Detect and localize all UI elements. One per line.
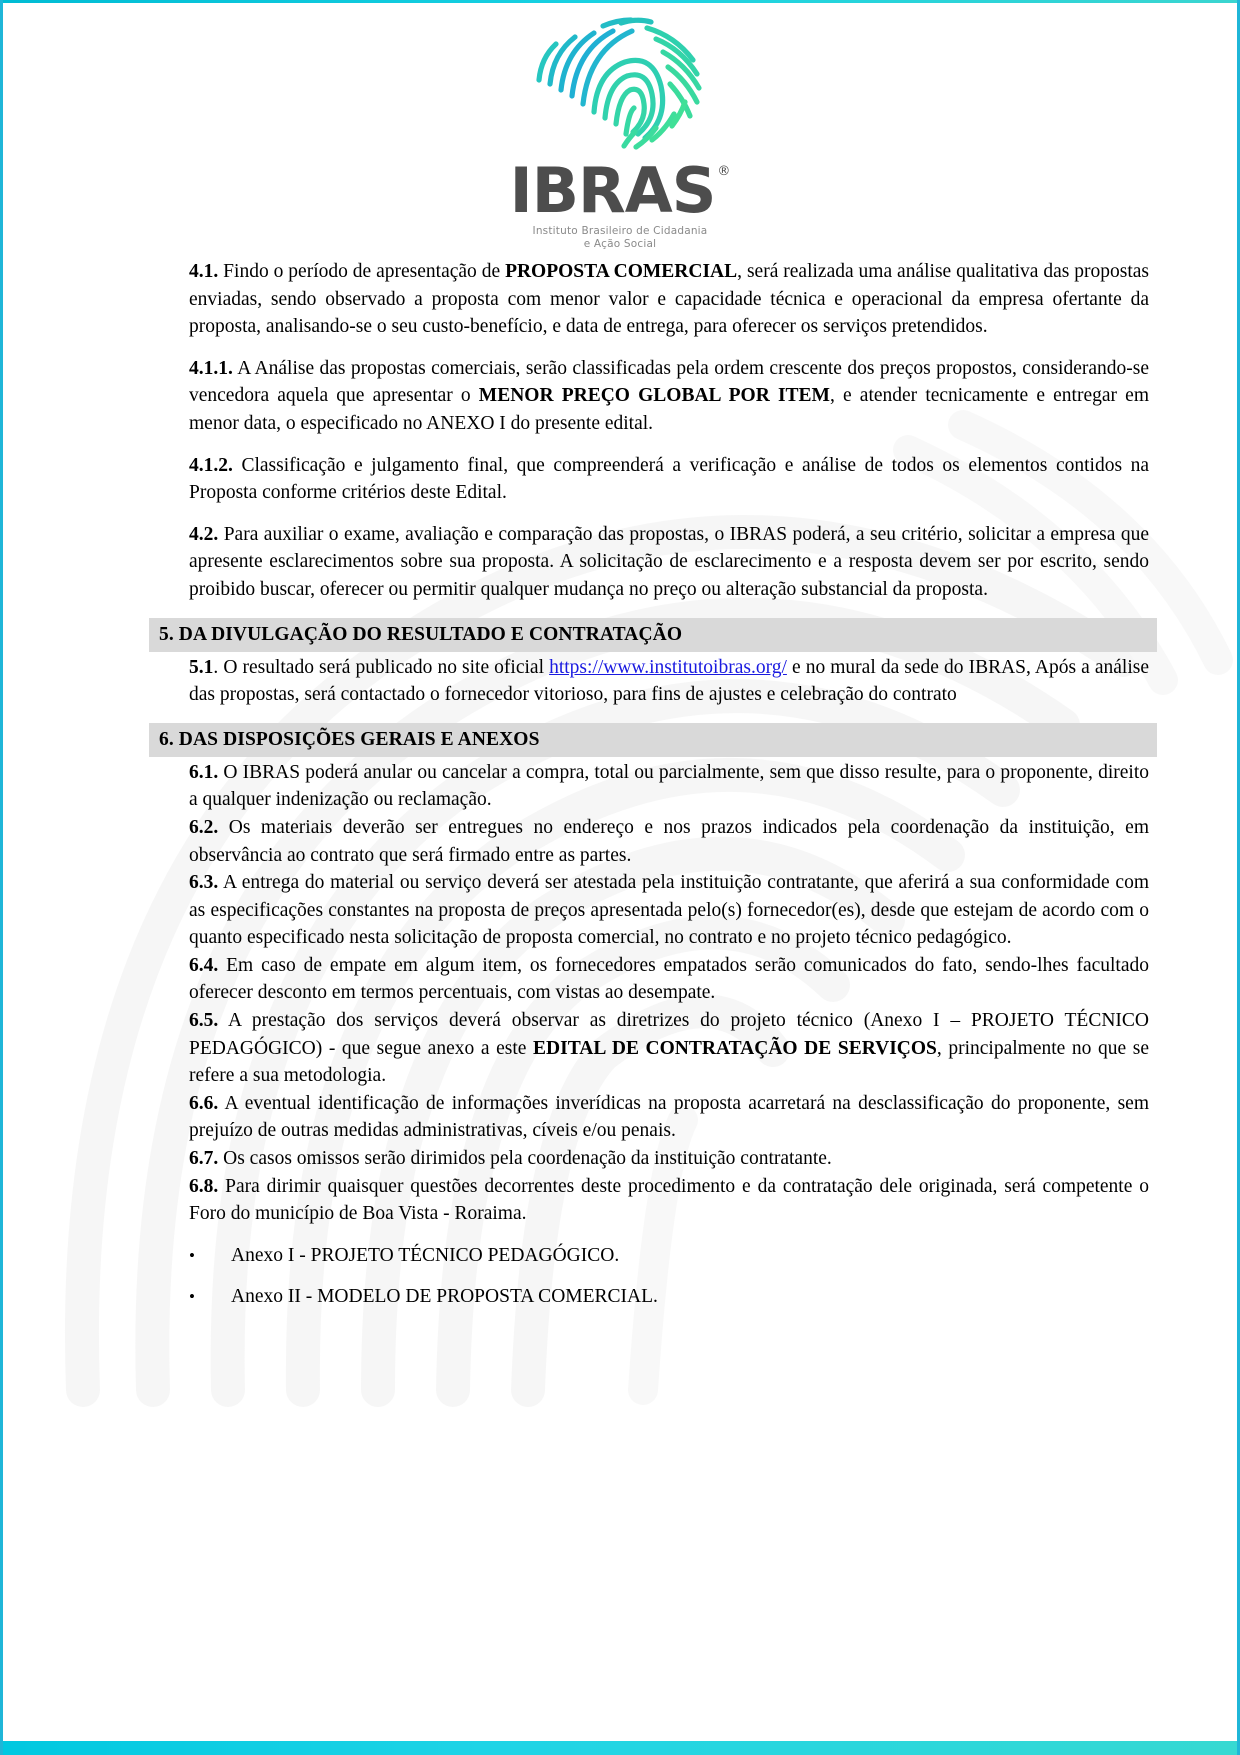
clause-number-5-1: 5.1 [189,656,214,678]
annex-list-item [3,1283,1237,1311]
logo-tagline [533,225,708,251]
clause-text-6-2: Os materiais deverão ser entregues no endereço e nos prazos indicados pela coordenação da instituição, em observância ao contrato que será firmado entre as partes. [189,816,1149,866]
page-bottom-accent-bar [3,1741,1237,1755]
clause-text-6-5-a: A prestação dos serviços deverá observar as diretrizes do projeto técnico (Anexo I – PROJETO TÉCNICO PEDAGÓGICO) - que segue anexo a este [189,1010,1149,1059]
ibras-logo [3,14,1237,251]
annex-item-label-2: Anexo II - MODELO DE PROPOSTA COMERCIAL. [231,1286,658,1308]
logo-tagline-line2: e Ação Social [583,238,657,251]
clause-text-4-1-2: Classificação e julgamento final, que compreenderá a verificação e análise de todos os elementos contidos na Proposta conforme critérios deste Edital. [189,454,1149,504]
spacer [3,507,1237,521]
clause-text-6-4: Em caso de empate em algum item, os fornecedores empatados serão comunicados do fato, sendo-lhes facultado oferecer desconto em termos percentuais, com vistas ao desempate. [189,954,1149,1004]
section-heading-6: 6. DAS DISPOSIÇÕES GERAIS E ANEXOS [149,723,1157,757]
registered-trademark-icon: ® [717,164,731,179]
clause-text-4-1-1-a: A Análise das propostas comerciais, serão classificadas pela ordem crescente dos preços propostos, considerando-se vencedora aquela que apresentar o [189,357,1149,407]
paragraph-5-1 [3,654,1237,709]
logo-tagline-line1: Instituto Brasileiro de Cidadania [532,225,708,237]
paragraph-4-1-1 [3,355,1237,438]
clause-text-6-8: Para dirimir quaisquer questões decorrentes deste procedimento e da contratação dele originada, será competente o Foro do município de Boa Vista - Roraima. [189,1175,1149,1225]
spacer [3,1269,1237,1283]
paragraph-6-8 [3,1173,1237,1228]
paragraph-6-4 [3,952,1237,1007]
clause-text-4-1-1-c: , e atender tecnicamente e entregar em menor data, o especificado no ANEXO I do presente edital. [189,385,1149,434]
clause-number-6-2: 6.2. [189,816,219,838]
paragraph-6-6 [3,1090,1237,1145]
logo-wordmark: IBRAS [509,154,716,227]
clause-text-4-1-c: , será realizada uma análise qualitativa das propostas enviadas, sendo observado a proposta com menor valor e capacidade técnica e operacional da empresa ofertante da proposta, analisando-se o seu custo-benefício, e data de entrega, para oferecer os serviços pretendidos. [189,261,1150,338]
clause-text-6-3: A entrega do material ou serviço deverá ser atestada pela instituição contratante, que aferirá a sua conformidade com as especificações constantes na proposta de preços apresentada pelo(s) fornecedor(es), desde que estejam de acordo com o quanto especificado nesta solicitação de proposta comercial, no contrato e no projeto técnico pedagógico. [189,872,1149,949]
clause-text-6-1: O IBRAS poderá anular ou cancelar a compra, total ou parcialmente, sem que disso resulte, para o proponente, direito a qualquer indenização ou reclamação. [189,761,1149,811]
clause-number-4-1: 4.1. [189,261,219,282]
clause-number-4-1-1: 4.1.1. [189,357,233,379]
clause-text-5-1-c: e no mural da sede do IBRAS, Após a análise das propostas, será contactado o fornecedor vitorioso, para fins de ajustes e celebração do contrato [189,656,1150,706]
clause-emphasis-4-1-1: MENOR PREÇO GLOBAL POR ITEM [478,385,830,407]
clause-text-6-6: A eventual identificação de informações inverídicas na proposta acarretará na desclassificação do proponente, sem prejuízo de outras medidas administrativas, cíveis e/ou penais. [189,1092,1149,1142]
section-heading-5: 5. DA DIVULGAÇÃO DO RESULTADO E CONTRATAÇÃO [149,618,1157,652]
clause-number-6-8: 6.8. [189,1175,219,1197]
clause-number-4-2: 4.2. [189,523,219,545]
paragraph-4-1-2 [3,452,1237,507]
spacer [3,604,1237,618]
clause-text-4-1-a: Findo o período de apresentação de [218,261,506,282]
institutoibras-website-link[interactable]: https://www.institutoibras.org/ [549,656,787,678]
spacer [3,438,1237,452]
spacer [3,1228,1237,1242]
clause-number-6-5: 6.5. [189,1010,219,1032]
paragraph-6-3 [3,869,1237,952]
clause-text-5-1-a: . O resultado será publicado no site oficial [213,656,550,678]
clause-number-6-7: 6.7. [189,1148,219,1170]
fingerprint-logo-icon [525,14,715,164]
annex-list-item [3,1242,1237,1270]
document-body [3,258,1237,1311]
annex-item-label-1: Anexo I - PROJETO TÉCNICO PEDAGÓGICO. [231,1244,620,1266]
clause-number-6-1: 6.1. [189,761,219,783]
clause-text-6-5-c: , principalmente no que se refere a sua metodologia. [189,1037,1149,1087]
paragraph-6-1 [3,759,1237,814]
bullet-point-icon: • [189,1245,195,1265]
spacer [3,341,1237,355]
bullet-point-icon: • [189,1287,195,1307]
paragraph-4-1 [3,258,1237,341]
paragraph-6-7 [3,1145,1237,1173]
clause-number-6-4: 6.4. [189,954,219,976]
paragraph-6-2 [3,814,1237,869]
spacer [3,709,1237,723]
clause-number-6-6: 6.6. [189,1092,219,1114]
clause-number-4-1-2: 4.1.2. [189,454,233,476]
clause-emphasis-6-5: EDITAL DE CONTRATAÇÃO DE SERVIÇOS [533,1037,937,1059]
clause-number-6-3: 6.3. [189,872,219,894]
paragraph-4-2 [3,521,1237,604]
clause-emphasis-4-1: PROPOSTA COMERCIAL [505,261,738,282]
clause-text-4-2: Para auxiliar o exame, avaliação e comparação das propostas, o IBRAS poderá, a seu critério, solicitar a empresa que apresente esclarecimentos sobre sua proposta. A solicitação de esclarecimento e a resposta devem ser por escrito, sendo proibido buscar, oferecer ou permitir qualquer mudança no preço ou alteração substancial da proposta. [189,523,1149,600]
page-top-accent-bar [3,0,1237,3]
paragraph-6-5 [3,1007,1237,1090]
clause-text-6-7: Os casos omissos serão dirimidos pela coordenação da instituição contratante. [218,1148,832,1170]
